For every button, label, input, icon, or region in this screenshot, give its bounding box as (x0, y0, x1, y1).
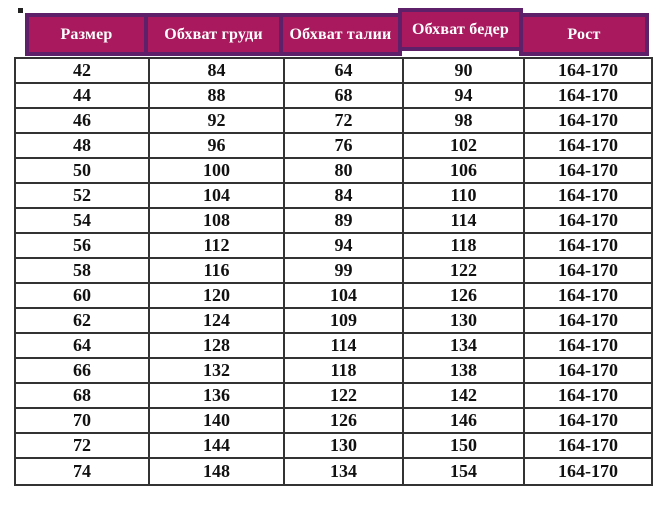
table-cell: 164-170 (525, 309, 651, 334)
table-cell: 46 (16, 109, 150, 134)
table-cell: 98 (404, 109, 525, 134)
table-cell: 134 (285, 459, 404, 484)
table-cell: 58 (16, 259, 150, 284)
table-cell: 126 (404, 284, 525, 309)
table-cell: 136 (150, 384, 285, 409)
table-cell: 126 (285, 409, 404, 434)
table-cell: 130 (285, 434, 404, 459)
table-cell: 94 (285, 234, 404, 259)
table-cell: 68 (285, 84, 404, 109)
table-cell: 138 (404, 359, 525, 384)
table-cell: 62 (16, 309, 150, 334)
col-header-hips: Обхват бедер (398, 8, 523, 51)
table-cell: 164-170 (525, 109, 651, 134)
table-cell: 144 (150, 434, 285, 459)
table-cell: 102 (404, 134, 525, 159)
table-cell: 52 (16, 184, 150, 209)
table-cell: 164-170 (525, 59, 651, 84)
table-cell: 142 (404, 384, 525, 409)
table-cell: 50 (16, 159, 150, 184)
table-cell: 64 (16, 334, 150, 359)
table-cell: 72 (16, 434, 150, 459)
table-cell: 132 (150, 359, 285, 384)
table-cell: 118 (285, 359, 404, 384)
table-cell: 54 (16, 209, 150, 234)
table-cell: 99 (285, 259, 404, 284)
table-cell: 42 (16, 59, 150, 84)
table-cell: 109 (285, 309, 404, 334)
table-cell: 72 (285, 109, 404, 134)
table-cell: 164-170 (525, 334, 651, 359)
table-cell: 130 (404, 309, 525, 334)
table-body (14, 57, 653, 486)
table-cell: 114 (404, 209, 525, 234)
table-cell: 60 (16, 284, 150, 309)
table-cell: 122 (285, 384, 404, 409)
table-cell: 68 (16, 384, 150, 409)
table-cell: 164-170 (525, 409, 651, 434)
table-cell: 116 (150, 259, 285, 284)
table-cell: 70 (16, 409, 150, 434)
table-cell: 164-170 (525, 159, 651, 184)
table-cell: 164-170 (525, 209, 651, 234)
table-cell: 76 (285, 134, 404, 159)
table-cell: 114 (285, 334, 404, 359)
table-cell: 66 (16, 359, 150, 384)
table-cell: 44 (16, 84, 150, 109)
table-cell: 164-170 (525, 434, 651, 459)
table-cell: 164-170 (525, 234, 651, 259)
table-cell: 128 (150, 334, 285, 359)
table-cell: 146 (404, 409, 525, 434)
table-cell: 124 (150, 309, 285, 334)
table-move-handle-icon (18, 8, 23, 13)
table-cell: 164-170 (525, 134, 651, 159)
table-cell: 80 (285, 159, 404, 184)
col-header-size: Размер (25, 13, 148, 56)
table-cell: 84 (150, 59, 285, 84)
table-cell: 164-170 (525, 84, 651, 109)
table-cell: 150 (404, 434, 525, 459)
table-cell: 88 (150, 84, 285, 109)
table-cell: 118 (404, 234, 525, 259)
table-cell: 108 (150, 209, 285, 234)
table-cell: 120 (150, 284, 285, 309)
table-cell: 96 (150, 134, 285, 159)
col-header-height: Рост (519, 13, 649, 56)
table-cell: 100 (150, 159, 285, 184)
table-cell: 134 (404, 334, 525, 359)
table-cell: 56 (16, 234, 150, 259)
table-cell: 122 (404, 259, 525, 284)
table-cell: 148 (150, 459, 285, 484)
table-cell: 164-170 (525, 259, 651, 284)
table-cell: 92 (150, 109, 285, 134)
table-header-row (25, 13, 653, 56)
table-cell: 89 (285, 209, 404, 234)
table-cell: 84 (285, 184, 404, 209)
table-cell: 94 (404, 84, 525, 109)
table-cell: 140 (150, 409, 285, 434)
table-cell: 164-170 (558, 461, 618, 481)
table-cell: 106 (404, 159, 525, 184)
table-cell: 74 (16, 459, 150, 484)
table-cell: 164-170 (525, 284, 651, 309)
table-cell: 104 (150, 184, 285, 209)
table-cell: 104 (285, 284, 404, 309)
table-cell: 48 (16, 134, 150, 159)
table-cell: 112 (150, 234, 285, 259)
table-cell: 64 (285, 59, 404, 84)
col-header-waist: Обхват талии (279, 13, 402, 56)
table-cell: 164-170 (525, 384, 651, 409)
table-cell: 110 (404, 184, 525, 209)
table-cell: 90 (404, 59, 525, 84)
table-cell: 164-170 (525, 184, 651, 209)
col-header-chest: Обхват груди (144, 13, 283, 56)
table-cell: 164-170 (525, 359, 651, 384)
table-cell: 154 (404, 459, 525, 484)
